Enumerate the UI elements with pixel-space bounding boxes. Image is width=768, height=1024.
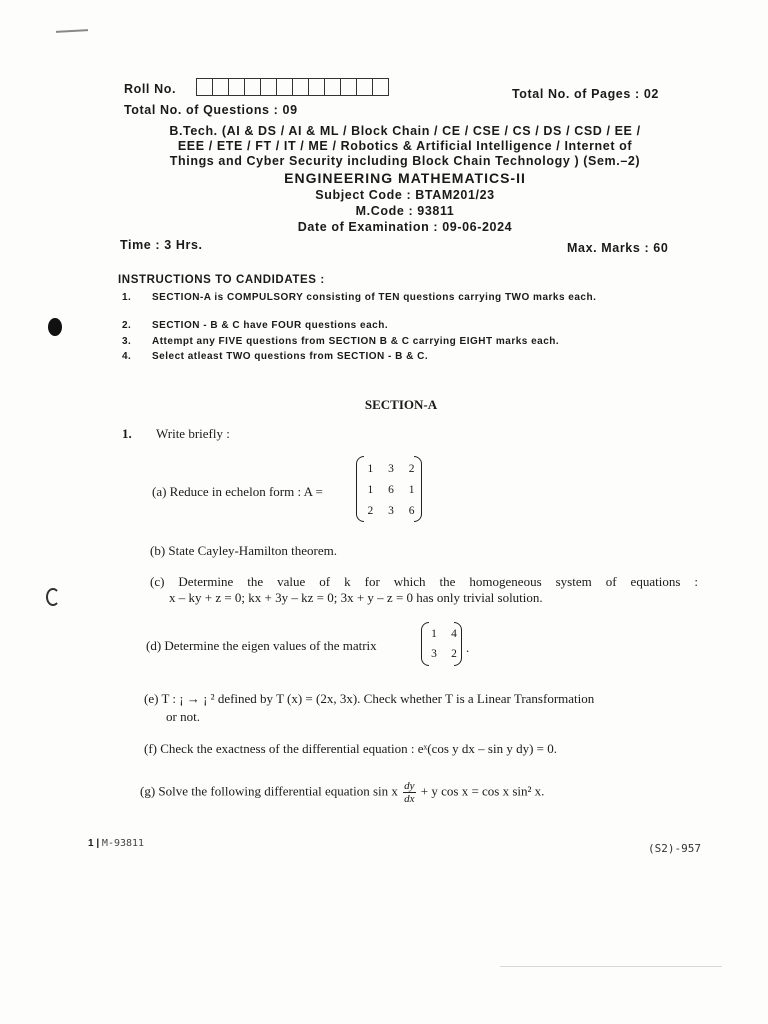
roll-number-box xyxy=(324,78,341,96)
total-questions: Total No. of Questions : 09 xyxy=(124,103,298,117)
roll-number-box xyxy=(308,78,325,96)
instruction-text: SECTION - B & C have FOUR questions each. xyxy=(152,320,389,331)
course-line-3: Things and Cyber Security including Block Chain Technology ) (Sem.–2) xyxy=(169,154,641,168)
question-d-text: (d) Determine the eigen values of the matrix xyxy=(146,638,377,653)
roll-number-box xyxy=(372,78,389,96)
question-g-text-1: (g) Solve the following differential equation sin x xyxy=(140,783,398,799)
question-g-text-2: + y cos x = cos x sin² x. xyxy=(420,783,545,799)
roll-number-box xyxy=(228,78,245,96)
matrix-a xyxy=(360,458,422,522)
matrix-cell: 1 xyxy=(431,628,437,640)
matrix-right-paren xyxy=(454,622,462,666)
roll-number-box xyxy=(244,78,261,96)
roll-number-box xyxy=(292,78,309,96)
max-marks: Max. Marks : 60 xyxy=(567,241,669,255)
paper-code: M-93811 xyxy=(101,838,145,849)
roll-number-box xyxy=(276,78,293,96)
matrix-cell: 2 xyxy=(451,648,457,660)
instruction-number: 4. xyxy=(122,351,132,362)
question-c-line-1: (c) Determine the value of k for which the homogeneous system of equations : xyxy=(150,574,698,589)
question-number: 1. xyxy=(122,426,132,441)
scan-edge-line xyxy=(500,966,722,967)
matrix-cell: 1 xyxy=(367,483,374,496)
exam-time: Time : 3 Hrs. xyxy=(120,238,203,252)
fraction-numerator: dy xyxy=(404,780,415,792)
page-footer-right: (S2)-957 xyxy=(648,842,701,855)
question-e-line-1: (e) T : ¡ → ¡ ² defined by T (x) = (2x, 3x). Check whether T is a Linear Transformation xyxy=(144,691,595,706)
roll-number-box xyxy=(356,78,373,96)
question-a-text: (a) Reduce in echelon form : A = xyxy=(152,484,323,499)
matrix-cell: 1 xyxy=(408,483,415,496)
punch-hole-mark xyxy=(48,318,62,336)
question-prompt: Write briefly : xyxy=(156,426,230,441)
instruction-text: Attempt any FIVE questions from SECTION B & C carrying EIGHT marks each. xyxy=(152,336,560,347)
matrix-right-paren xyxy=(414,456,422,522)
exam-date: Date of Examination : 09-06-2024 xyxy=(297,220,513,234)
subject-title: ENGINEERING MATHEMATICS-II xyxy=(284,170,526,186)
roll-number-box xyxy=(196,78,213,96)
course-line-1: B.Tech. (AI & DS / AI & ML / Block Chain / CE / CSE / CS / DS / CSD / EE / xyxy=(169,124,641,138)
question-c-line-2: x – ky + z = 0; kx + 3y – kz = 0; 3x + y – z = 0 has only trivial solution. xyxy=(169,590,543,605)
matrix-cell: 2 xyxy=(367,505,374,518)
question-e-line-2: or not. xyxy=(166,709,200,724)
section-a-heading: SECTION-A xyxy=(364,397,438,412)
total-pages: Total No. of Pages : 02 xyxy=(512,87,659,101)
roll-number-box xyxy=(260,78,277,96)
matrix-cell: 3 xyxy=(388,505,394,518)
fraction-denominator: dx xyxy=(404,793,415,805)
instruction-number: 2. xyxy=(122,320,132,331)
matrix-cell: 4 xyxy=(451,628,457,640)
matrix-cell: 1 xyxy=(367,462,374,475)
instruction-number: 3. xyxy=(122,336,132,347)
instructions-heading: INSTRUCTIONS TO CANDIDATES : xyxy=(118,274,325,286)
instruction-text: SECTION-A is COMPULSORY consisting of TEN questions carrying TWO marks each. xyxy=(152,292,597,303)
matrix-cell: 6 xyxy=(388,483,394,496)
subject-code: Subject Code : BTAM201/23 xyxy=(315,188,495,202)
roll-number-box xyxy=(212,78,229,96)
question-g xyxy=(140,780,544,805)
matrix-cell: 6 xyxy=(408,505,415,518)
question-f-text: (f) Check the exactness of the differential equation : eˣ(cos y dx – sin y dy) = 0. xyxy=(144,741,558,756)
matrix-cell: 3 xyxy=(388,462,394,475)
roll-number-boxes xyxy=(196,78,388,96)
roll-number-box xyxy=(340,78,357,96)
instruction-number: 1. xyxy=(122,292,132,303)
course-line-2: EEE / ETE / FT / IT / ME / Robotics & Artificial Intelligence / Internet of xyxy=(177,139,633,153)
punch-hole-outline xyxy=(46,588,60,606)
matrix-cell: 2 xyxy=(408,462,415,475)
instruction-text: Select atleast TWO questions from SECTION - B & C. xyxy=(152,351,429,362)
m-code: M.Code : 93811 xyxy=(355,204,455,218)
roll-number-label: Roll No. xyxy=(124,82,177,96)
derivative-fraction xyxy=(403,780,415,805)
matrix-cell: 3 xyxy=(431,648,437,660)
page-number: 1 | xyxy=(88,838,100,849)
scan-dash-mark xyxy=(56,29,88,33)
question-b-text: (b) State Cayley-Hamilton theorem. xyxy=(150,543,338,558)
question-d-end: . xyxy=(466,640,470,655)
page-footer-left xyxy=(88,838,144,849)
